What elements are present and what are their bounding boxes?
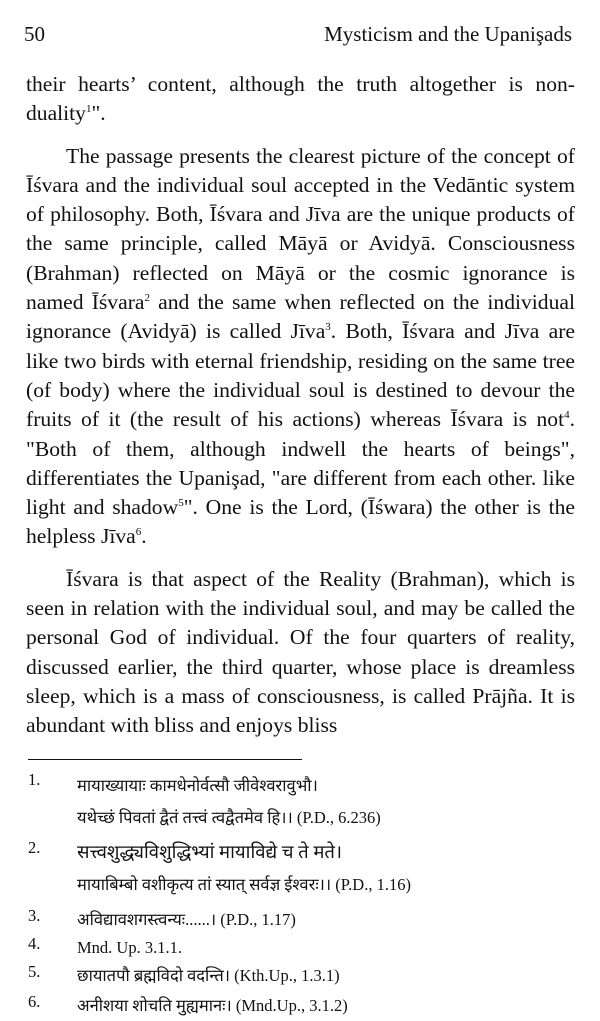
text-run: their hearts’ content, although the truth altogether is non-duality [26,72,575,126]
text-run: and the same when reflected on the individual ignorance (Avidyā) is called Jīva [26,290,575,344]
page-number: 50 [24,22,45,46]
text-run: ". One is the Lord, (Īśwara) the other is the helpless Jīva [26,495,575,549]
footnote-line: छायातपौ ब्रह्मविदो वदन्ति। (Kth.Up., 1.3.1) [77,966,340,985]
footnote-ref: 6 [135,526,142,539]
text-run: . "Both of them, although indwell the hearts of beings", differentiates the Upanişad, "are different from each other. like light and shadow [26,407,575,520]
footnote-line: यथेच्छं पिवतां द्वैतं तत्त्वं त्वद्वैतमेव हि।। (P.D., 6.236) [77,808,381,827]
footnote-ref: 5 [178,497,184,510]
footnote [28,906,576,934]
paragraph [26,142,575,552]
footnote-ref: 2 [144,292,150,305]
footnote [28,838,576,900]
footnote-number: 6. [28,992,41,1011]
footnote-divider [28,759,302,760]
footnote-line: Mnd. Up. 3.1.1. [77,938,182,957]
text-run: . Both, Īśvara and Jīva are like two birds with eternal friendship, residing on the same tree (of body) where the individual soul is destined to devour the fruits of it (the result of his actions) whereas Īśvara is not [26,319,576,432]
footnote [28,962,576,990]
paragraph [26,70,575,129]
footnote-number: 5. [28,962,41,981]
footnote-line: मायाख्यायाः कामधेनोर्वत्सौ जीवेश्वरावुभौ। [77,776,318,795]
footnote-line: सत्त्वशुद्ध्यविशुद्धिभ्यां मायाविद्ये च ते मते। [77,843,342,863]
text-run: ". [91,101,106,126]
footnote-line: अनीशया शोचति मुह्यमानः। (Mnd.Up., 3.1.2) [77,996,348,1015]
text-run: Īśvara is that aspect of the Reality (Brahman), which is seen in relation with the individual soul, and may be called the personal God of individual. Of the four quarters of reality, discussed earlier, the third quarter, whose place is dreamless sleep, which is a mass of consciousness, is called Prājña. It is abundant with bliss and enjoys bliss [26,566,575,738]
footnote-ref: 3 [325,321,331,334]
body-text [26,70,575,741]
footnote-number: 1. [28,770,41,789]
footnote-number: 2. [28,838,41,857]
text-run: The passage presents the clearest picture of the concept of Īśvara and the individual soul accepted in the Vedāntic system of philosophy. Both, Īśvara and Jīva are the unique products of the same principle, called Māyā or Avidyā. Consciousness (Brahman) reflected on Māyā or the cosmic ignorance is named Īśvara [26,143,575,315]
footnote-line: अविद्यावशगस्त्वन्यः......। (P.D., 1.17) [77,910,296,929]
page-header [24,22,572,56]
footnote-number: 3. [28,906,41,925]
paragraph [26,565,575,741]
footnote-line: मायाबिम्बो वशीकृत्य तां स्यात् सर्वज्ञ ईश्वरः।। (P.D., 1.16) [77,875,411,894]
footnote-ref: 1 [85,103,92,116]
footnotes [28,770,576,1020]
footnote [28,992,576,1020]
text-run: . [141,524,147,549]
footnote-number: 4. [28,934,41,953]
footnote [28,934,576,962]
footnote [28,770,576,834]
running-title: Mysticism and the Upanişads [324,22,572,46]
footnote-ref: 4 [564,409,570,422]
